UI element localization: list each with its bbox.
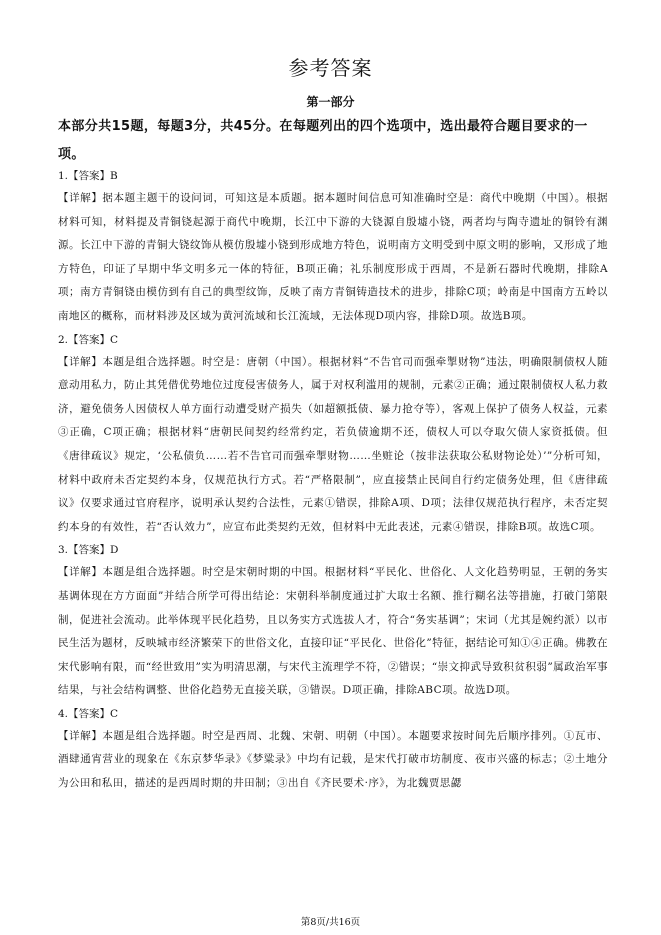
page-number: 第8页/共16页	[300, 917, 361, 928]
answer-line-2: 2.【答案】C	[58, 333, 119, 346]
answer-line-3: 3.【答案】D	[58, 544, 119, 557]
page-title: 参考答案	[288, 56, 373, 80]
answer-line-1: 1.【答案】B	[58, 170, 118, 182]
explanation-1: 【详解】据本题主题干的设问词，可知这是本质题。据本题时间信息可知准确时空是：商代中晚期（中国）。根据材料可知，材料提及青铜铙起源于商代中晚期，长江中下游的大铙源自殷墟小铙，两者均与陶寺遗址的铜铃有渊源。长江中下游的青铜大铙纹饰从模仿殷墟小铙到形成地方特色，说明南方文明受到中原文明的影响，又形成了地方特色，印证了早期中华文明多元一体的特征，B项正确；礼乐制度形成于西周，不是新石器时代晚期，排除A项；南方青铜铙由模仿到有自己的典型纹饰，反映了南方青铜铸造技术的进步，排除C项；岭南是中国南方五岭以南地区的概称，而材料涉及区域为黄河流域和长江流域，无法体现D项内容，排除D项。故选B项。	[58, 192, 608, 322]
answer-list	[58, 165, 608, 796]
section-instructions: 本部分共15题，每题3分，共45分。在每题列出的四个选项中，选出最符合题目要求的一项。	[58, 119, 588, 162]
explanation-4: 【详解】本题是组合选择题。时空是西周、北魏、宋朝、明朝（中国）。本题要求按时间先后顺序排列。①瓦市、酒肆通宵营业的现象在《东京梦华录》《梦粱录》中均有记载，是宋代打破市坊制度、夜市兴盛的标志；②土地分为公田和私田，描述的是西周时期的井田制；③出自《齐民要术·序》，为北魏贾思勰	[58, 729, 608, 790]
answer-line-4: 4.【答案】C	[58, 707, 119, 720]
explanation-3: 【详解】本题是组合选择题。时空是宋朝时期的中国。根据材料“平民化、世俗化、人文化趋势明显，王朝的务实基调体现在方方面面”并结合所学可得出结论：宋朝科举制度通过扩大取士名额、推行糊名法等措施，打破门第限制，促进社会流动。此举体现平民化趋势，且以务实方式选拔人才，符合“务实基调”；宋词（尤其是婉约派）以市民生活为题材，反映城市经济繁荣下的世俗文化，直接印证“平民化、世俗化”特征，据结论可知①④正确。佛教在宋代影响有限，而“经世致用”实为明清思潮，与宋代主流理学不符，②错误；“崇文抑武导致积贫积弱”属政治军事结果，与社会结构调整、世俗化趋势无直接关联，③错误。D项正确，排除ABC项。故选D项。	[58, 566, 608, 697]
explanation-2: 【详解】本题是组合选择题。时空是：唐朝（中国）。根据材料“不告官司而强牵掣财物”违法，明确限制债权人随意动用私力，防止其凭借优势地位过度侵害债务人，属于对权利滥用的规制，元素②正确；通过限制债权人私力救济，避免债务人因债权人单方面行动遭受财产损失（如超额抵债、暴力抢夺等），客观上保护了债务人权益，元素③正确，C项正确；根据材料“唐朝民间契约经常约定，若负债逾期不还，债权人可以夺取欠债人家资抵债。但《唐律疏议》规定，‘公私债负……若不告官司而强牵掣财物……坐赃论（按非法获取公私财物论处）’”分析可知，材料中政府未否定契约本身，仅规范执行方式。若“严格限制”，应直接禁止民间自行约定债务处理，但《唐律疏议》仅要求通过官府程序，说明承认契约合法性，元素①错误，排除A项、D项；法律仅规范执行程序，未否定契约本身的有效性，若“否认效力”，应宣布此类契约无效，但材料中无此表述，元素④错误，排除B项。故选C项。	[58, 355, 608, 533]
section-heading: 第一部分	[306, 95, 355, 109]
